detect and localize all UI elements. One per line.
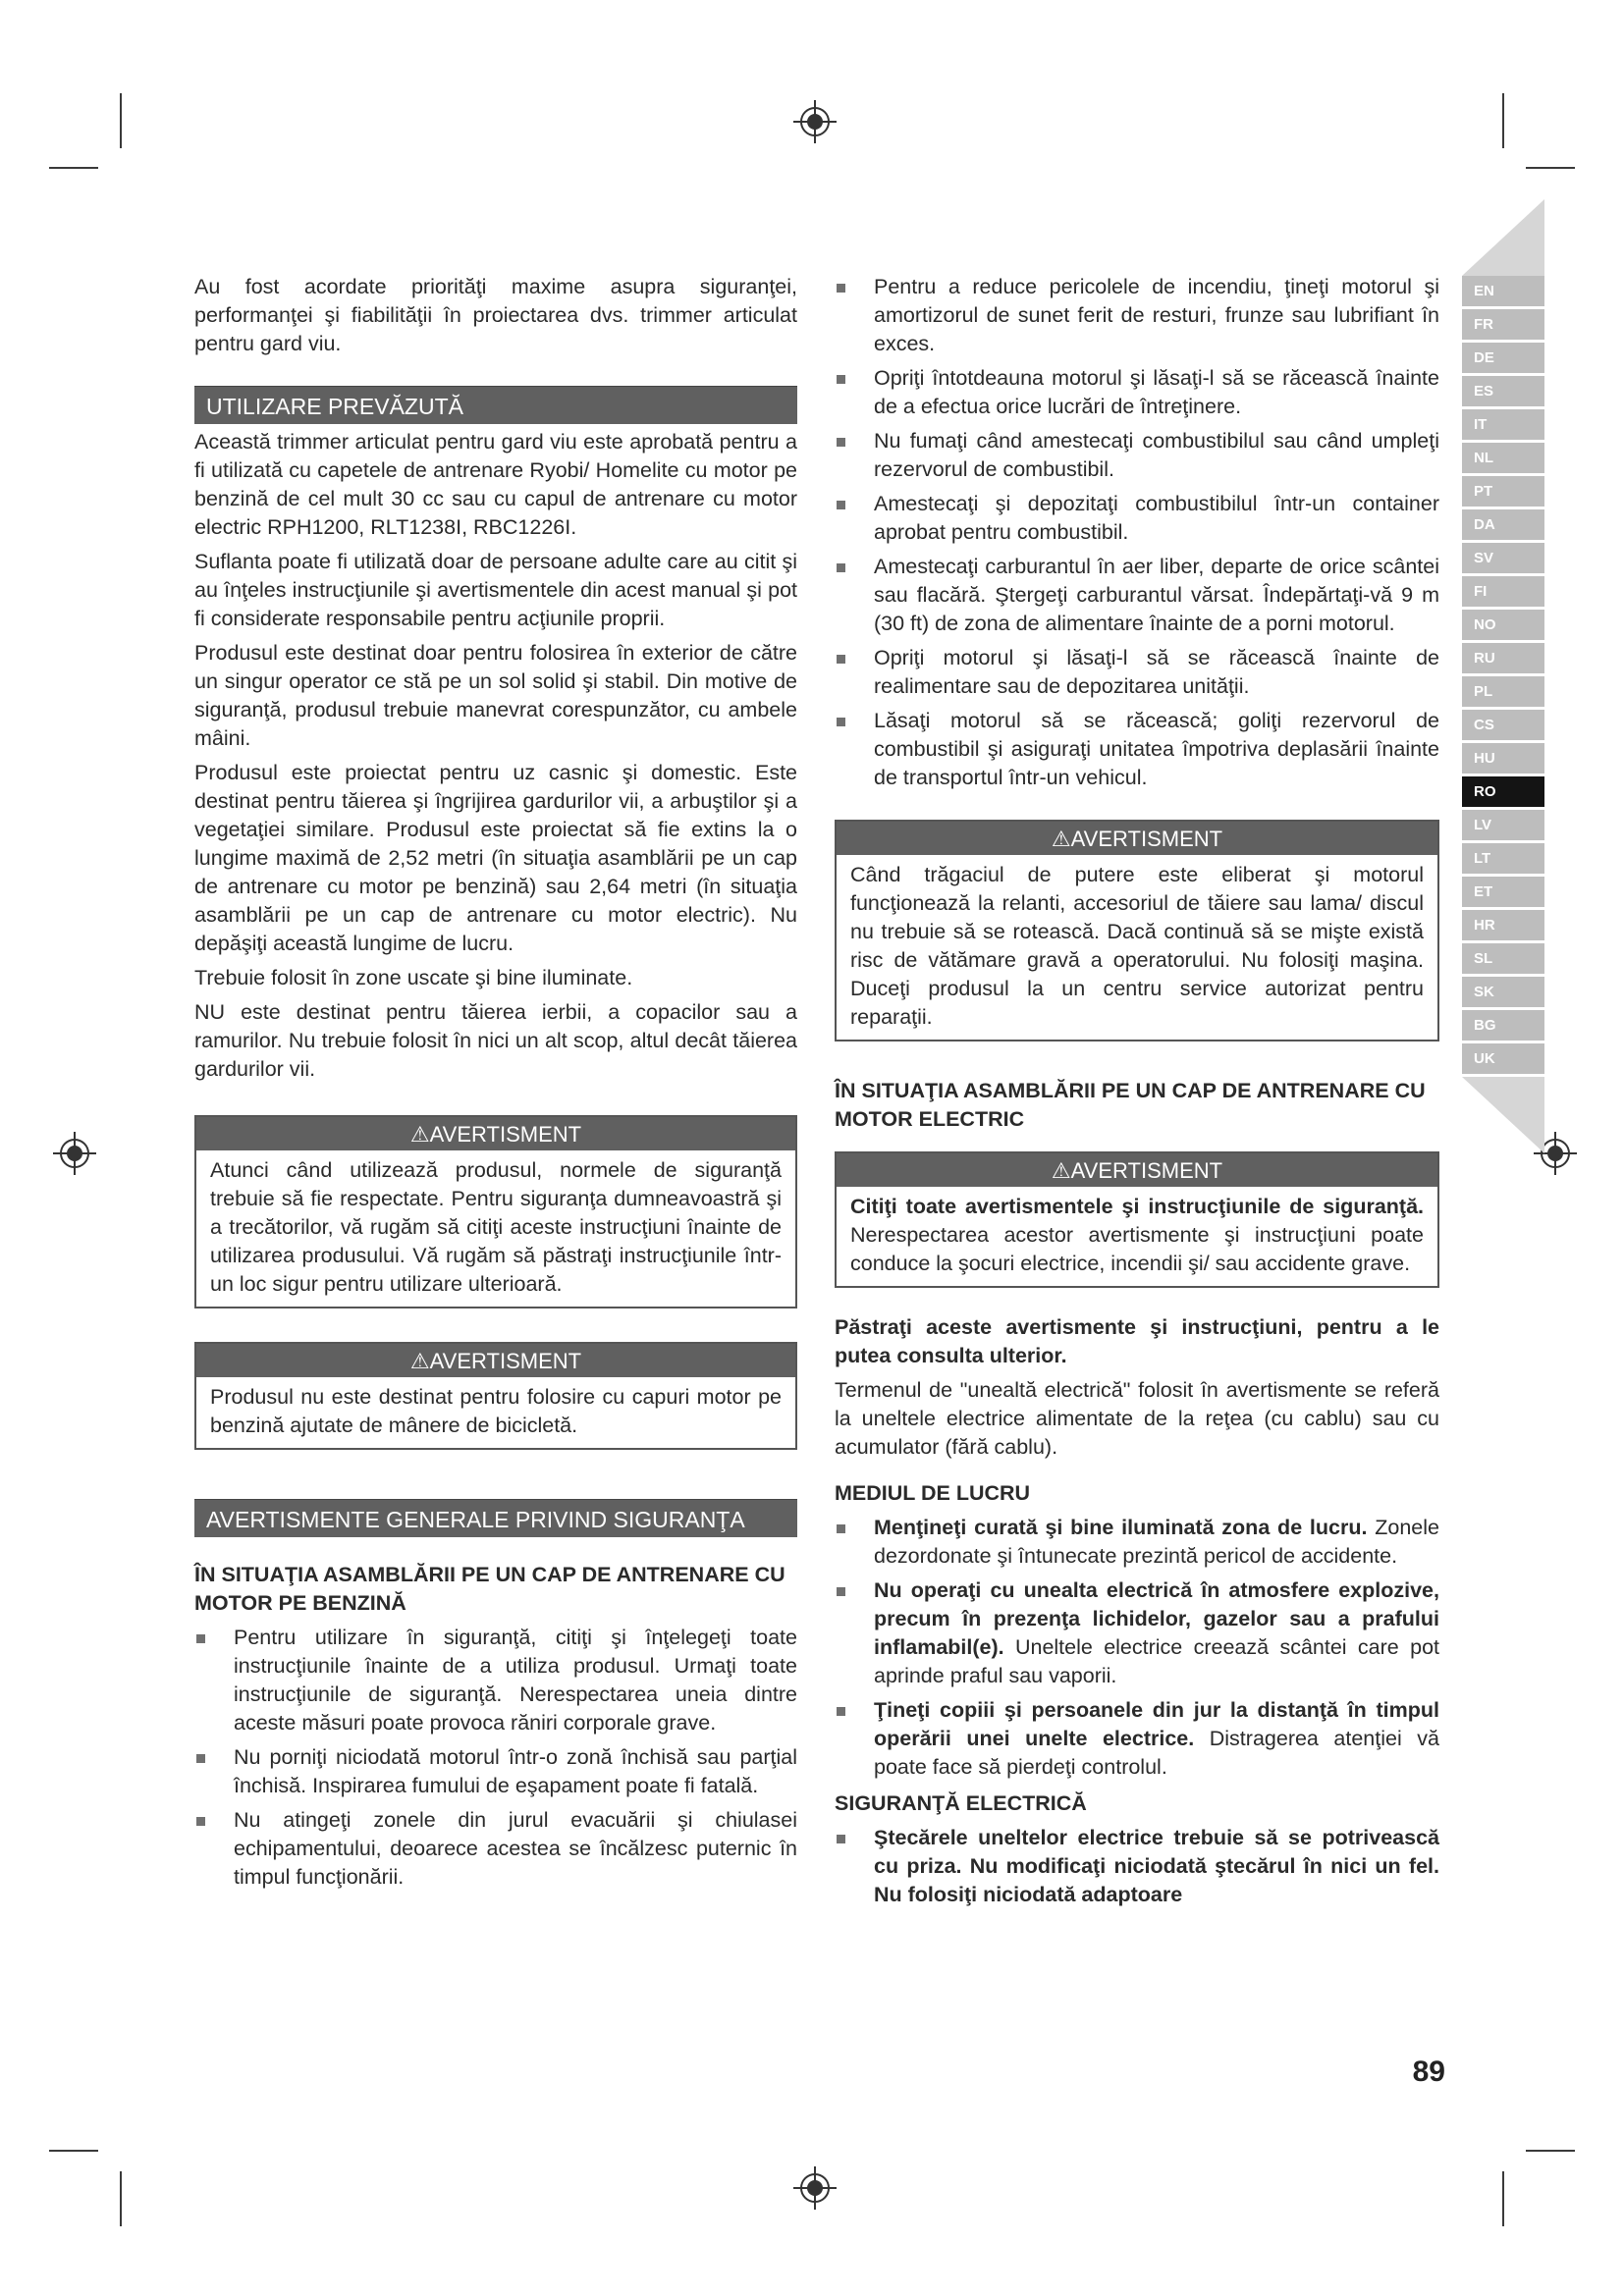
list-item: Pentru a reduce pericolele de incendiu, ţineţi motorul şi amortizorul de sunet ferit de resturi, frunze sau lubrifiant în exces.	[835, 273, 1439, 358]
work-area-list	[835, 1514, 1439, 1782]
language-tab-uk[interactable]: UK	[1462, 1043, 1544, 1074]
warning-title-text: AVERTISMENT	[429, 1122, 582, 1147]
section-heading-intended-use: UTILIZARE PREVĂZUTĂ	[194, 386, 797, 424]
right-column	[835, 273, 1439, 1915]
warning-bold-text: Citiţi toate avertismentele şi instrucţiunile de siguranţă.	[850, 1195, 1424, 1218]
intro-paragraph: Au fost acordate priorităţi maxime asupra siguranţei, performanţei şi fiabilităţii în proiectarea dvs. trimmer articulat pentru gard viu.	[194, 275, 797, 355]
warning-text	[850, 1193, 1424, 1278]
registration-mark-icon	[793, 2166, 837, 2210]
warning-triangle-icon: ⚠	[1051, 827, 1071, 851]
electrical-safety-list	[835, 1824, 1439, 1909]
language-tab-lv[interactable]: LV	[1462, 810, 1544, 840]
warning-triangle-icon: ⚠	[1051, 1158, 1071, 1183]
list-item-text: Distragerea atenţiei vă poate face să pierdeţi controlul.	[874, 1727, 1439, 1779]
intended-use-paragraph: Această trimmer articulat pentru gard viu este aprobată pentru a fi utilizată cu capetele de antrenare Ryobi/ Homelite cu motor pe benzină de cel mult 30 cc sau cu capul de antrenare cu motor electric RPH1200, RLT1238I, RBC1226I.	[194, 430, 797, 539]
warning-text: Când trăgaciul de putere este eliberat şi motorul funcţionează la relanti, accesoriul de tăiere sau lama/ discul nu trebuie să se rotească. Dacă continuă să se mişte există risc de vătămare gravă a operatorului. Nu folosiţi maşina. Duceţi produsul la un centru service autorizat pentru reparaţii.	[850, 863, 1424, 1029]
crop-mark	[49, 167, 98, 169]
crop-mark	[120, 93, 122, 148]
intended-use-paragraph: Produsul este destinat doar pentru folosirea în exterior de către un singur operator ce stă pe un sol solid şi stabil. Din motive de siguranţă, produsul trebuie manevrat corespunzător, cu ambele mâini.	[194, 641, 797, 750]
subheading-work-area: MEDIUL DE LUCRU	[835, 1481, 1031, 1505]
warning-text: Produsul nu este destinat pentru folosire cu capuri motor pe benzină ajutate de mânere de bicicletă.	[210, 1385, 782, 1437]
warning-title-text: AVERTISMENT	[1070, 827, 1223, 851]
language-tab-it[interactable]: IT	[1462, 409, 1544, 440]
keep-instructions-text: Păstraţi aceste avertismente şi instrucţiuni, pentru a le putea consulta ulterior.	[835, 1315, 1439, 1367]
list-item: Pentru utilizare în siguranţă, citiţi şi înţelegeţi toate instrucţiunile înainte de a utiliza produsul. Urmaţi toate instrucţiunile de siguranţă. Nerespectarea uneia dintre aceste măsuri poate provoca răniri corporale grave.	[194, 1624, 797, 1737]
language-tabs	[1462, 276, 1544, 1077]
list-item	[835, 1576, 1439, 1690]
warning-title	[837, 1153, 1437, 1187]
list-item-bold: Ţineţi copiii şi persoanele din jur la distanţă în timpul operării unei unelte electrice.	[874, 1698, 1439, 1750]
warning-triangle-icon: ⚠	[409, 1349, 430, 1373]
language-tab-sl[interactable]: SL	[1462, 943, 1544, 974]
list-item-bold: Nu operaţi cu unealta electrică în atmosfere explozive, precum în prezenţa lichidelor, gazelor sau a prafului inflamabil(e).	[874, 1578, 1439, 1659]
language-tab-da[interactable]: DA	[1462, 509, 1544, 540]
language-tab-sv[interactable]: SV	[1462, 543, 1544, 573]
tab-top-triangle	[1462, 199, 1544, 276]
language-tab-cs[interactable]: CS	[1462, 710, 1544, 740]
list-item: Amestecaţi carburantul în aer liber, departe de orice scântei sau flacără. Ştergeţi carburantul vărsat. Îndepărtaţi-vă 9 m (30 ft) de zona de alimentare înainte de a porni motorul.	[835, 553, 1439, 638]
intended-use-paragraph: Trebuie folosit în zone uscate şi bine iluminate.	[194, 966, 633, 989]
language-tab-en[interactable]: EN	[1462, 276, 1544, 306]
subheading-electrical-safety: SIGURANŢĂ ELECTRICĂ	[835, 1791, 1087, 1815]
language-tab-de[interactable]: DE	[1462, 343, 1544, 373]
warning-title-text: AVERTISMENT	[1070, 1158, 1223, 1183]
list-item	[835, 1514, 1439, 1571]
warning-box	[835, 820, 1439, 1041]
language-tab-hu[interactable]: HU	[1462, 743, 1544, 774]
language-tab-pl[interactable]: PL	[1462, 676, 1544, 707]
subheading-electric: ÎN SITUAŢIA ASAMBLĂRII PE UN CAP DE ANTRENARE CU MOTOR ELECTRIC	[835, 1079, 1426, 1131]
list-item: Opriţi motorul şi lăsaţi-l să se răcească înainte de realimentare sau de depozitarea unităţii.	[835, 644, 1439, 701]
list-item	[835, 1824, 1439, 1909]
language-tab-fr[interactable]: FR	[1462, 309, 1544, 340]
warning-title	[196, 1344, 795, 1377]
warning-title	[196, 1117, 795, 1150]
warning-normal-text: Nerespectarea acestor avertismente şi instrucţiuni poate conduce la şocuri electrice, incendii şi/ sau accidente grave.	[850, 1223, 1424, 1275]
crop-mark	[1526, 167, 1575, 169]
left-column	[194, 273, 797, 1897]
safety-list	[835, 273, 1439, 792]
intended-use-paragraph: Produsul este proiectat pentru uz casnic şi domestic. Este destinat pentru tăierea şi îngrijirea gardurilor vii, a arbuştilor şi a vegetaţiei similare. Produsul este proiectat să fie extins la o lungime maximă de 2,52 metri (în situaţia asamblării pe un cap de antrenare cu motor pe benzină) sau 2,64 metri (în situaţia asamblării pe un cap de antrenare cu motor electric). Nu depăşiţi această lungime de lucru.	[194, 761, 797, 955]
list-item: Nu porniţi niciodată motorul într-o zonă închisă sau parţial închisă. Inspirarea fumului de eşapament poate fi fatală.	[194, 1743, 797, 1800]
list-item: Opriţi întotdeauna motorul şi lăsaţi-l să se răcească înainte de a efectua orice lucrări de întreţinere.	[835, 364, 1439, 421]
list-item: Amestecaţi şi depozitaţi combustibilul într-un container aprobat pentru combustibil.	[835, 490, 1439, 547]
language-tab-fi[interactable]: FI	[1462, 576, 1544, 607]
intended-use-paragraph: Suflanta poate fi utilizată doar de persoane adulte care au citit şi au înţeles instrucţiunile şi avertismentele din acest manual şi pot fi considerate responsabile pentru acţiunile proprii.	[194, 550, 797, 630]
crop-mark	[1502, 2171, 1504, 2226]
warning-triangle-icon: ⚠	[409, 1122, 430, 1147]
page-number: 89	[1412, 2056, 1445, 2088]
warning-text: Atunci când utilizează produsul, normele de siguranţă trebuie să fie respectate. Pentru siguranţa dumneavoastră şi a trecătorilor, vă rugăm să citiţi aceste instrucţiuni înainte de utilizarea produsului. Vă rugăm să păstraţi instrucţiunile într-un loc sigur pentru utilizare ulterioară.	[210, 1158, 782, 1296]
keep-instructions	[835, 1313, 1439, 1370]
warning-box	[835, 1151, 1439, 1288]
language-tab-ru[interactable]: RU	[1462, 643, 1544, 673]
language-tab-nl[interactable]: NL	[1462, 443, 1544, 473]
language-tab-et[interactable]: ET	[1462, 877, 1544, 907]
warning-title-text: AVERTISMENT	[429, 1349, 582, 1373]
warning-title	[837, 822, 1437, 855]
registration-mark-icon	[793, 100, 837, 143]
language-tab-lt[interactable]: LT	[1462, 843, 1544, 874]
tab-bottom-triangle	[1462, 1077, 1544, 1153]
list-item: Nu fumaţi când amestecaţi combustibilul sau când umpleţi rezervorul de combustibil.	[835, 427, 1439, 484]
list-item-text: Zonele dezordonate şi întunecate prezintă pericol de accidente.	[874, 1516, 1439, 1568]
term-paragraph: Termenul de "unealtă electrică" folosit în avertismente se referă la uneltele electrice alimentate de la reţea (cu cablu) sau cu acumulator (fără cablu).	[835, 1378, 1439, 1459]
list-item: Lăsaţi motorul să se răcească; goliţi rezervorul de combustibil şi asiguraţi unitatea împotriva deplasării înainte de transportul într-un vehicul.	[835, 707, 1439, 792]
warning-box	[194, 1342, 797, 1450]
language-tab-sk[interactable]: SK	[1462, 977, 1544, 1007]
language-tab-pt[interactable]: PT	[1462, 476, 1544, 507]
list-item-bold: Ştecărele uneltelor electrice trebuie să se potrivească cu priza. Nu modificaţi niciodată ştecărul în nici un fel. Nu folosiţi niciodată adaptoare	[874, 1826, 1439, 1906]
safety-list	[194, 1624, 797, 1892]
section-heading-general-safety: AVERTISMENTE GENERALE PRIVIND SIGURANŢA	[194, 1499, 797, 1537]
language-tab-no[interactable]: NO	[1462, 610, 1544, 640]
list-item-text: Uneltele electrice creează scântei care pot aprinde praful sau vaporii.	[874, 1635, 1439, 1687]
language-tab-es[interactable]: ES	[1462, 376, 1544, 406]
warning-box	[194, 1115, 797, 1308]
list-item	[835, 1696, 1439, 1782]
language-tab-ro[interactable]: RO	[1462, 776, 1544, 807]
registration-mark-icon	[53, 1132, 96, 1175]
intended-use-paragraph: NU este destinat pentru tăierea ierbii, a copacilor sau a ramurilor. Nu trebuie folosit în nici un alt scop, altul decât tăierea gardurilor vii.	[194, 1000, 797, 1081]
list-item: Nu atingeţi zonele din jurul evacuării şi chiulasei echipamentului, deoarece acestea se încălzesc puternic în timpul funcţionării.	[194, 1806, 797, 1892]
language-tab-bg[interactable]: BG	[1462, 1010, 1544, 1041]
crop-mark	[1526, 2150, 1575, 2152]
list-item-bold: Menţineţi curată şi bine iluminată zona de lucru.	[874, 1516, 1368, 1539]
crop-mark	[49, 2150, 98, 2152]
subheading-petrol: ÎN SITUAŢIA ASAMBLĂRII PE UN CAP DE ANTRENARE CU MOTOR PE BENZINĂ	[194, 1563, 785, 1615]
language-tab-hr[interactable]: HR	[1462, 910, 1544, 940]
crop-mark	[1502, 93, 1504, 148]
crop-mark	[120, 2171, 122, 2226]
